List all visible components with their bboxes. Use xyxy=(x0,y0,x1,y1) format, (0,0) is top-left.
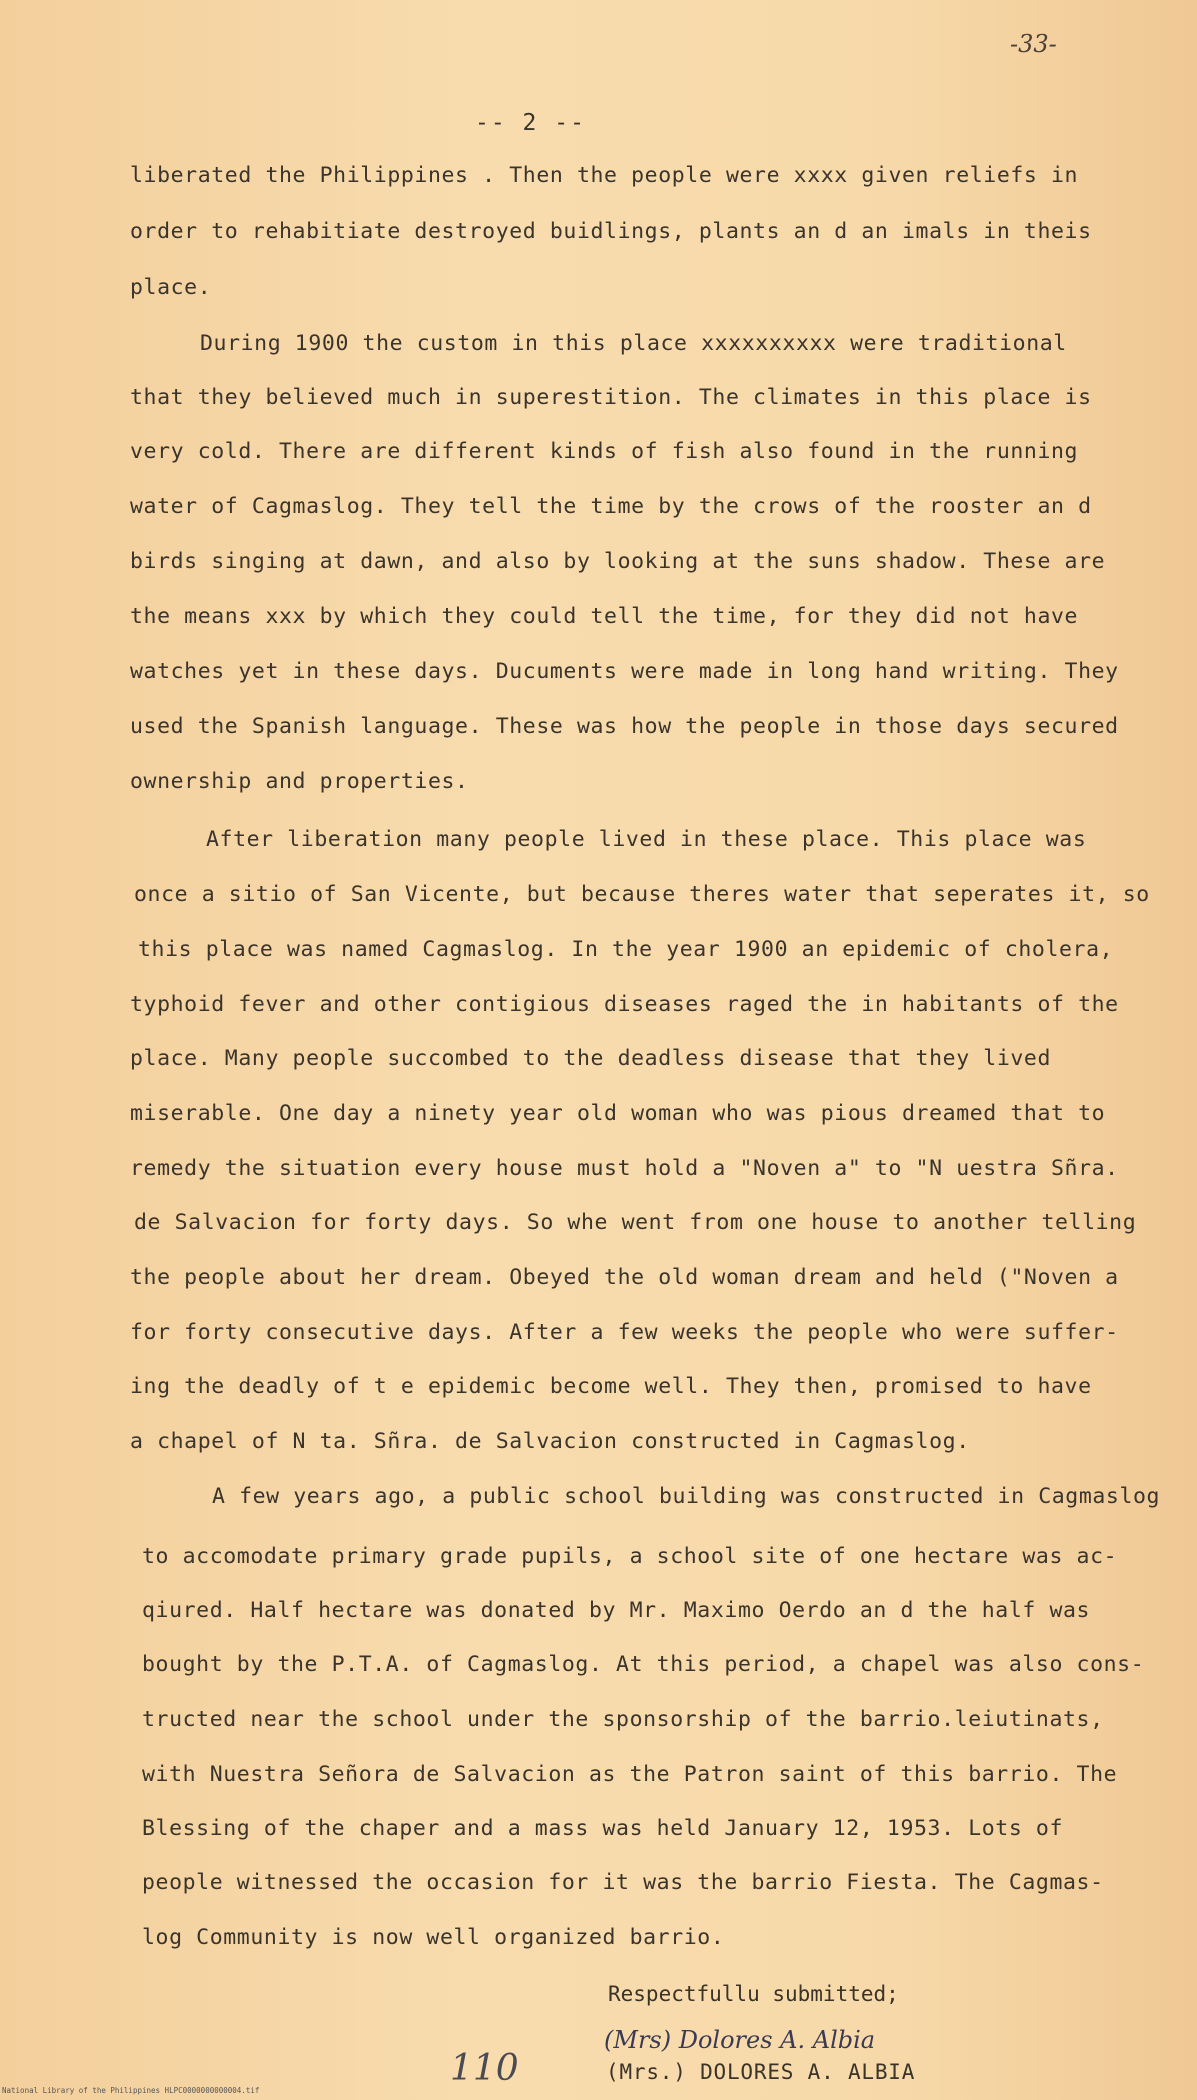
text-line: remedy the situation every house must hold a "Noven a" to "N uestra Sñra. xyxy=(130,1156,1119,1181)
text-line: de Salvacion for forty days. So whe went from one house to another telling xyxy=(134,1210,1137,1235)
text-line: people witnessed the occasion for it was the barrio Fiesta. The Cagmas- xyxy=(142,1870,1104,1895)
text-line: to accomodate primary grade pupils, a school site of one hectare was ac- xyxy=(142,1544,1118,1569)
signer-name: (Mrs.) DOLORES A. ALBIA xyxy=(606,2060,916,2084)
typed-page-number: -- 2 -- xyxy=(475,110,586,136)
text-line: place. xyxy=(130,275,212,300)
text-line: During 1900 the custom in this place xxxxxxxxxx were traditional xyxy=(200,331,1067,356)
text-line: watches yet in these days. Ducuments were made in long hand writing. They xyxy=(130,659,1119,684)
text-line: used the Spanish language. These was how the people in those days secured xyxy=(130,714,1119,739)
handwritten-signature: (Mrs) Dolores A. Albia xyxy=(604,2026,876,2054)
text-line: miserable. One day a ninety year old woman who was pious dreamed that to xyxy=(130,1101,1106,1126)
text-line: A few years ago, a public school building was constructed in Cagmaslog xyxy=(212,1484,1161,1509)
text-line: that they believed much in superestition. The climates in this place is xyxy=(130,385,1092,410)
text-line: ownership and properties. xyxy=(130,769,469,794)
text-line: a chapel of N ta. Sñra. de Salvacion constructed in Cagmaslog. xyxy=(130,1429,970,1454)
text-line: typhoid fever and other contigious diseases raged the in habitants of the xyxy=(130,992,1119,1017)
text-line: with Nuestra Señora de Salvacion as the Patron saint of this barrio. The xyxy=(142,1762,1118,1787)
text-line: qiured. Half hectare was donated by Mr. Maximo Oerdo an d the half was xyxy=(142,1598,1091,1623)
text-line: log Community is now well organized barrio. xyxy=(142,1925,725,1950)
text-line: water of Cagmaslog. They tell the time by the crows of the rooster an d xyxy=(130,494,1092,519)
text-line: bought by the P.T.A. of Cagmaslog. At this period, a chapel was also cons- xyxy=(142,1652,1145,1677)
text-line: the people about her dream. Obeyed the old woman dream and held ("Noven a xyxy=(130,1265,1119,1290)
text-line: After liberation many people lived in these place. This place was xyxy=(206,827,1087,852)
text-line: liberated the Philippines . Then the people were xxxx given reliefs in xyxy=(130,163,1079,188)
text-line: order to rehabitiate destroyed buidlings, plants an d an imals in theis xyxy=(130,219,1092,244)
text-line: place. Many people succombed to the deadless disease that they lived xyxy=(130,1046,1051,1071)
text-line: this place was named Cagmaslog. In the year 1900 an epidemic of cholera, xyxy=(138,937,1114,962)
text-line: the means xxx by which they could tell the time, for they did not have xyxy=(130,604,1079,629)
handwritten-page-number: -33- xyxy=(1010,30,1057,58)
text-line: tructed near the school under the sponsorship of the barrio.leiutinats, xyxy=(142,1707,1104,1732)
handwritten-number: 110 xyxy=(450,2048,519,2089)
text-line: very cold. There are different kinds of fish also found in the running xyxy=(130,439,1079,464)
text-line: birds singing at dawn, and also by looking at the suns shadow. These are xyxy=(130,549,1106,574)
text-line: ing the deadly of t e epidemic become well. They then, promised to have xyxy=(130,1374,1092,1399)
text-line: once a sitio of San Vicente, but because theres water that seperates it, so xyxy=(134,882,1150,907)
scan-footer: National Library of the Philippines HLPC0000000000004.tif xyxy=(2,2086,260,2095)
text-line: Blessing of the chaper and a mass was held January 12, 1953. Lots of xyxy=(142,1816,1063,1841)
closing-line: Respectfullu submitted; xyxy=(608,1982,899,2006)
text-line: for forty consecutive days. After a few weeks the people who were suffer- xyxy=(130,1320,1119,1345)
